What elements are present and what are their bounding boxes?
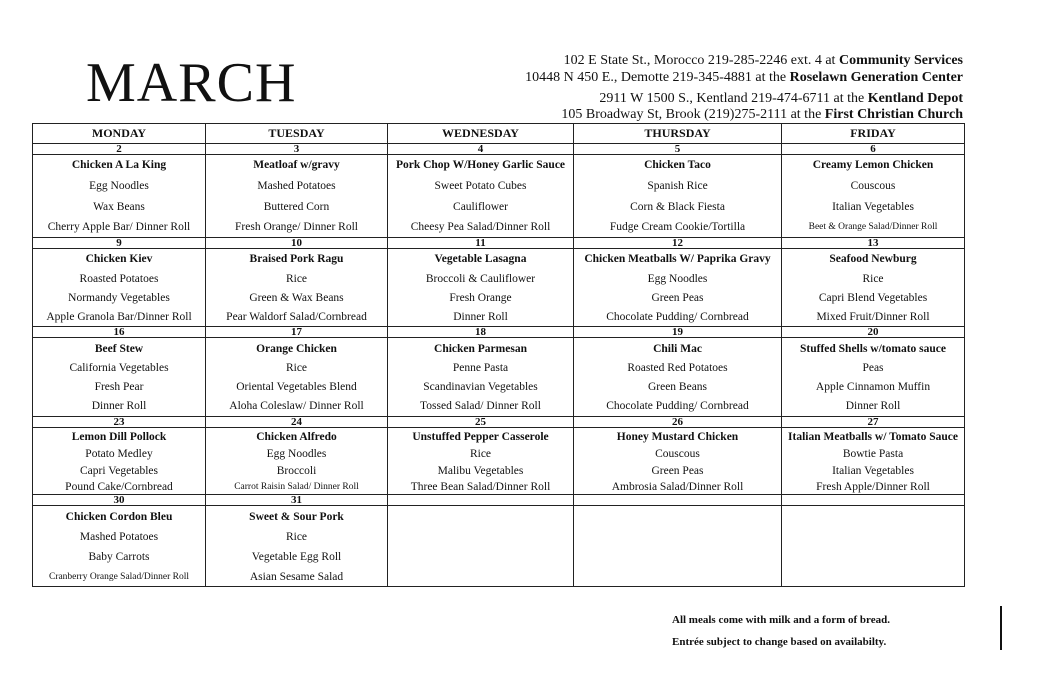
- side-row: [33, 307, 965, 327]
- entree-cell: Chicken A La King: [33, 155, 206, 176]
- date-cell: 5: [574, 144, 782, 155]
- side-dish-cell: Cauliflower: [388, 196, 574, 217]
- menu-calendar: [32, 123, 965, 587]
- side-dish-cell: Apple Cinnamon Muffin: [782, 377, 965, 396]
- side-row: [33, 377, 965, 396]
- date-cell: [574, 495, 782, 506]
- entree-cell: Lemon Dill Pollock: [33, 428, 206, 446]
- location-line: 102 E State St., Morocco 219-285-2246 ext. 4 at Community Services: [563, 53, 963, 68]
- side-dish-cell: Asian Sesame Salad: [206, 567, 388, 587]
- date-row: [33, 144, 965, 155]
- side-dish-cell: Oriental Vegetables Blend: [206, 377, 388, 396]
- side-dish-cell: Couscous: [574, 445, 782, 462]
- entree-cell: Unstuffed Pepper Casserole: [388, 428, 574, 446]
- side-row: [33, 445, 965, 462]
- side-dish-cell: Fresh Pear: [33, 377, 206, 396]
- side-dish-cell: Wax Beans: [33, 196, 206, 217]
- entree-row: [33, 249, 965, 270]
- entree-cell: Meatloaf w/gravy: [206, 155, 388, 176]
- side-dish-cell: Scandinavian Vegetables: [388, 377, 574, 396]
- entree-cell: [388, 506, 574, 528]
- date-cell: 3: [206, 144, 388, 155]
- side-dish-cell: Broccoli & Cauliflower: [388, 269, 574, 288]
- side-dish-cell: Chocolate Pudding/ Cornbread: [574, 307, 782, 327]
- divider: [1000, 606, 1002, 650]
- side-dish-cell: Tossed Salad/ Dinner Roll: [388, 396, 574, 417]
- location-line: 105 Broadway St, Brook (219)275-2111 at the First Christian Church: [561, 107, 963, 122]
- date-cell: 4: [388, 144, 574, 155]
- side-dish-cell: Green Beans: [574, 377, 782, 396]
- side-row: [33, 359, 965, 377]
- date-row: [33, 238, 965, 249]
- day-header: MONDAY: [33, 124, 206, 144]
- entree-cell: Beef Stew: [33, 338, 206, 360]
- side-dish-cell: Baby Carrots: [33, 547, 206, 567]
- side-dish-cell: Fresh Orange/ Dinner Roll: [206, 217, 388, 238]
- side-row: [33, 547, 965, 567]
- entree-cell: Italian Meatballs w/ Tomato Sauce: [782, 428, 965, 446]
- date-cell: 9: [33, 238, 206, 249]
- date-cell: [782, 495, 965, 506]
- side-dish-cell: Beet & Orange Salad/Dinner Roll: [782, 217, 965, 238]
- side-dish-cell: [388, 527, 574, 547]
- side-dish-cell: [574, 527, 782, 547]
- side-dish-cell: Couscous: [782, 175, 965, 196]
- date-cell: 16: [33, 327, 206, 338]
- side-row: [33, 527, 965, 547]
- side-row: [33, 269, 965, 288]
- date-cell: 24: [206, 417, 388, 428]
- side-dish-cell: Bowtie Pasta: [782, 445, 965, 462]
- side-dish-cell: [388, 547, 574, 567]
- side-dish-cell: Capri Vegetables: [33, 462, 206, 479]
- side-dish-cell: Italian Vegetables: [782, 196, 965, 217]
- entree-cell: Stuffed Shells w/tomato sauce: [782, 338, 965, 360]
- side-dish-cell: Apple Granola Bar/Dinner Roll: [33, 307, 206, 327]
- entree-cell: Chicken Parmesan: [388, 338, 574, 360]
- side-row: [33, 196, 965, 217]
- side-dish-cell: Italian Vegetables: [782, 462, 965, 479]
- side-dish-cell: Cheesy Pea Salad/Dinner Roll: [388, 217, 574, 238]
- entree-cell: Chicken Cordon Bleu: [33, 506, 206, 528]
- side-dish-cell: Rice: [206, 269, 388, 288]
- side-dish-cell: Fresh Apple/Dinner Roll: [782, 479, 965, 495]
- side-dish-cell: California Vegetables: [33, 359, 206, 377]
- entree-cell: Chicken Kiev: [33, 249, 206, 270]
- date-cell: 10: [206, 238, 388, 249]
- date-cell: 31: [206, 495, 388, 506]
- entree-cell: Chicken Alfredo: [206, 428, 388, 446]
- side-dish-cell: Rice: [206, 359, 388, 377]
- side-dish-cell: Aloha Coleslaw/ Dinner Roll: [206, 396, 388, 417]
- entree-cell: [574, 506, 782, 528]
- side-row: [33, 567, 965, 587]
- side-dish-cell: Rice: [388, 445, 574, 462]
- side-row: [33, 288, 965, 307]
- side-dish-cell: Vegetable Egg Roll: [206, 547, 388, 567]
- day-header: THURSDAY: [574, 124, 782, 144]
- entree-cell: Orange Chicken: [206, 338, 388, 360]
- side-dish-cell: [782, 547, 965, 567]
- side-row: [33, 396, 965, 417]
- menu-body: [33, 144, 965, 587]
- side-dish-cell: Rice: [206, 527, 388, 547]
- entree-cell: Chicken Meatballs W/ Paprika Gravy: [574, 249, 782, 270]
- entree-row: [33, 155, 965, 176]
- entree-row: [33, 338, 965, 360]
- side-row: [33, 479, 965, 495]
- side-dish-cell: Carrot Raisin Salad/ Dinner Roll: [206, 479, 388, 495]
- location-line: 2911 W 1500 S., Kentland 219-474-6711 at the Kentland Depot: [599, 91, 963, 106]
- side-dish-cell: Green Peas: [574, 462, 782, 479]
- side-dish-cell: Pound Cake/Cornbread: [33, 479, 206, 495]
- date-row: [33, 495, 965, 506]
- side-dish-cell: [782, 527, 965, 547]
- date-cell: 13: [782, 238, 965, 249]
- side-dish-cell: [574, 547, 782, 567]
- footnote: Entrée subject to change based on availabilty.: [672, 636, 887, 648]
- date-cell: 17: [206, 327, 388, 338]
- side-dish-cell: Egg Noodles: [574, 269, 782, 288]
- day-header: TUESDAY: [206, 124, 388, 144]
- side-dish-cell: Broccoli: [206, 462, 388, 479]
- side-dish-cell: Roasted Red Potatoes: [574, 359, 782, 377]
- side-dish-cell: Egg Noodles: [33, 175, 206, 196]
- side-dish-cell: Penne Pasta: [388, 359, 574, 377]
- day-header: FRIDAY: [782, 124, 965, 144]
- date-cell: 6: [782, 144, 965, 155]
- date-cell: 30: [33, 495, 206, 506]
- date-row: [33, 327, 965, 338]
- side-dish-cell: Dinner Roll: [782, 396, 965, 417]
- date-cell: [388, 495, 574, 506]
- entree-row: [33, 506, 965, 528]
- entree-cell: Seafood Newburg: [782, 249, 965, 270]
- date-cell: 25: [388, 417, 574, 428]
- side-dish-cell: Spanish Rice: [574, 175, 782, 196]
- side-dish-cell: Cranberry Orange Salad/Dinner Roll: [33, 567, 206, 587]
- side-dish-cell: [574, 567, 782, 587]
- side-dish-cell: Three Bean Salad/Dinner Roll: [388, 479, 574, 495]
- side-dish-cell: Potato Medley: [33, 445, 206, 462]
- side-dish-cell: Capri Blend Vegetables: [782, 288, 965, 307]
- month-title: MARCH: [86, 52, 297, 114]
- side-dish-cell: Sweet Potato Cubes: [388, 175, 574, 196]
- entree-cell: Honey Mustard Chicken: [574, 428, 782, 446]
- side-dish-cell: Peas: [782, 359, 965, 377]
- entree-cell: [782, 506, 965, 528]
- entree-cell: Chili Mac: [574, 338, 782, 360]
- side-dish-cell: Corn & Black Fiesta: [574, 196, 782, 217]
- date-cell: 11: [388, 238, 574, 249]
- entree-cell: Vegetable Lasagna: [388, 249, 574, 270]
- entree-cell: Creamy Lemon Chicken: [782, 155, 965, 176]
- side-dish-cell: Green Peas: [574, 288, 782, 307]
- date-cell: 18: [388, 327, 574, 338]
- side-dish-cell: Rice: [782, 269, 965, 288]
- side-dish-cell: Normandy Vegetables: [33, 288, 206, 307]
- date-cell: 19: [574, 327, 782, 338]
- side-dish-cell: Fresh Orange: [388, 288, 574, 307]
- entree-row: [33, 428, 965, 446]
- side-dish-cell: Pear Waldorf Salad/Cornbread: [206, 307, 388, 327]
- side-dish-cell: Mashed Potatoes: [206, 175, 388, 196]
- side-dish-cell: Malibu Vegetables: [388, 462, 574, 479]
- date-cell: 27: [782, 417, 965, 428]
- side-dish-cell: Buttered Corn: [206, 196, 388, 217]
- date-cell: 2: [33, 144, 206, 155]
- side-dish-cell: Chocolate Pudding/ Cornbread: [574, 396, 782, 417]
- side-dish-cell: Mashed Potatoes: [33, 527, 206, 547]
- entree-cell: Pork Chop W/Honey Garlic Sauce: [388, 155, 574, 176]
- side-row: [33, 217, 965, 238]
- side-dish-cell: Cherry Apple Bar/ Dinner Roll: [33, 217, 206, 238]
- location-line: 10448 N 450 E., Demotte 219-345-4881 at the Roselawn Generation Center: [525, 70, 963, 85]
- entree-cell: Braised Pork Ragu: [206, 249, 388, 270]
- side-dish-cell: Dinner Roll: [388, 307, 574, 327]
- date-cell: 12: [574, 238, 782, 249]
- side-dish-cell: Dinner Roll: [33, 396, 206, 417]
- side-dish-cell: Fudge Cream Cookie/Tortilla: [574, 217, 782, 238]
- side-dish-cell: [388, 567, 574, 587]
- entree-cell: Sweet & Sour Pork: [206, 506, 388, 528]
- date-cell: 20: [782, 327, 965, 338]
- side-dish-cell: Green & Wax Beans: [206, 288, 388, 307]
- day-header: WEDNESDAY: [388, 124, 574, 144]
- entree-cell: Chicken Taco: [574, 155, 782, 176]
- side-row: [33, 462, 965, 479]
- date-cell: 26: [574, 417, 782, 428]
- side-dish-cell: Ambrosia Salad/Dinner Roll: [574, 479, 782, 495]
- side-dish-cell: [782, 567, 965, 587]
- side-dish-cell: Egg Noodles: [206, 445, 388, 462]
- date-row: [33, 417, 965, 428]
- side-dish-cell: Mixed Fruit/Dinner Roll: [782, 307, 965, 327]
- side-row: [33, 175, 965, 196]
- footnote: All meals come with milk and a form of bread.: [672, 614, 890, 626]
- date-cell: 23: [33, 417, 206, 428]
- side-dish-cell: Roasted Potatoes: [33, 269, 206, 288]
